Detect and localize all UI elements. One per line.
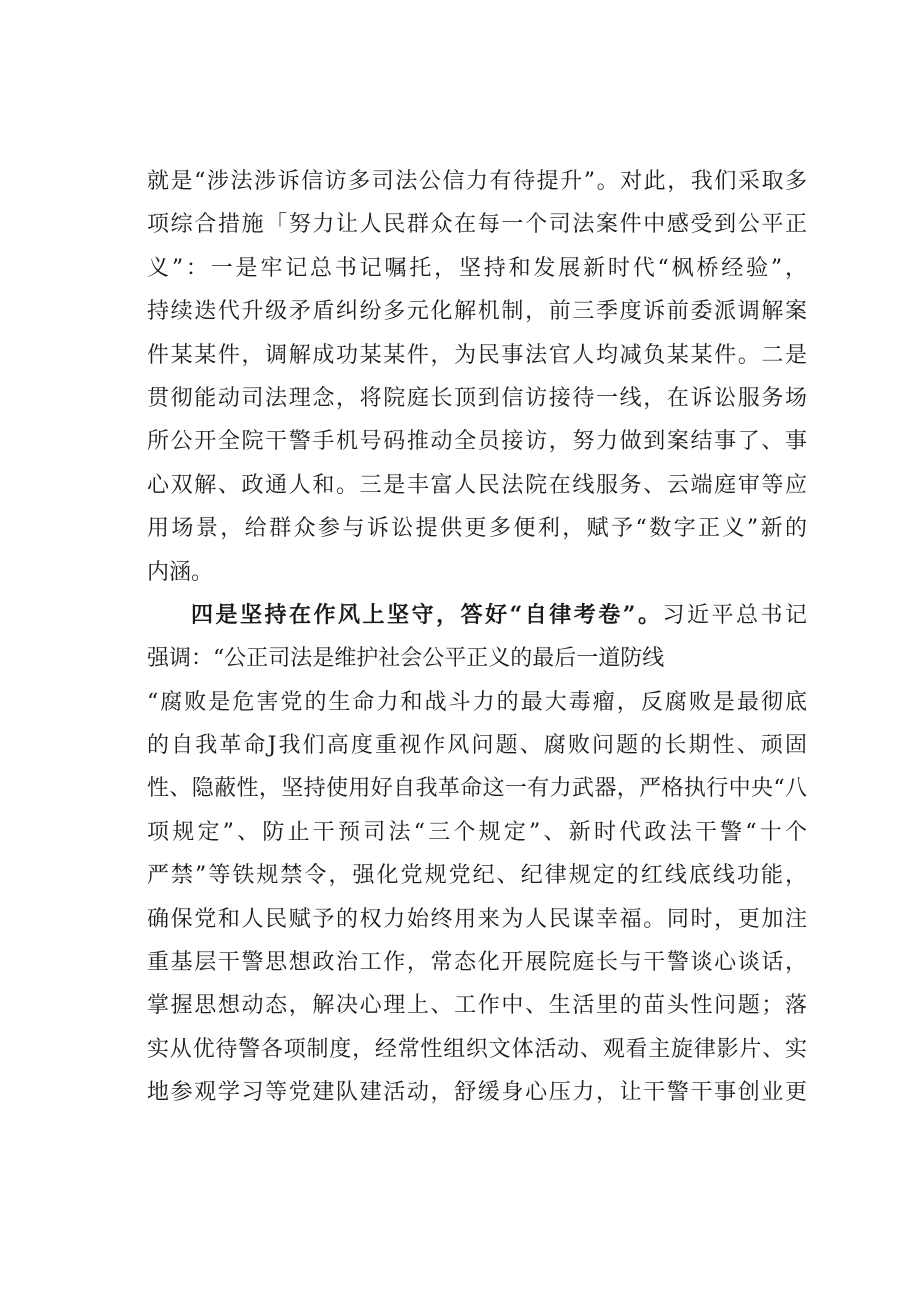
paragraph-2 xyxy=(147,594,807,1115)
text-line: 内涵。 xyxy=(147,559,214,585)
text-line: 确保党和人民赋予的权力始终用来为人民谋幸福。同时，更加注 xyxy=(147,906,807,932)
text-line: 项规定”、防止干预司法“三个规定”、新时代政法干警“十个 xyxy=(147,819,807,845)
paragraph-heading: 四是坚持在作风上坚守，答好“自律考卷”。 xyxy=(191,601,663,628)
text-line: 性、隐蔽性，坚持使用好自我革命这一有力武器，严格执行中央“八 xyxy=(147,776,807,802)
text-line: 的自我革命J我们高度重视作风问题、腐败问题的长期性、顽固 xyxy=(147,733,807,759)
text-line: 用场景，给群众参与诉讼提供更多便利，赋予“数字正义”新的 xyxy=(147,516,807,542)
text-line: 义”：一是牢记总书记嘱托，坚持和发展新时代“枫桥经验”， xyxy=(147,255,807,281)
text-line: 项综合措施「努力让人民群众在每一个司法案件中感受到公平正 xyxy=(147,212,807,238)
text-line: 实从优待警各项制度，经常性组织文体活动、观看主旋律影片、实 xyxy=(147,1036,807,1062)
text-line: “腐败是危害党的生命力和战斗力的最大毒瘤，反腐败是最彻底 xyxy=(147,689,807,715)
paragraph-1 xyxy=(147,160,807,594)
text-line: 就是“涉法涉诉信访多司法公信力有待提升”。对此，我们采取多 xyxy=(147,169,807,194)
text-line: 心双解、政通人和。三是丰富人民法院在线服务、云端庭审等应 xyxy=(147,472,807,498)
paragraph-first-line xyxy=(147,594,807,637)
text-line: 严禁”等铁规禁令，强化党规党纪、纪律规定的红线底线功能， xyxy=(147,863,807,889)
text-line: 贯彻能动司法理念，将院庭长顶到信访接待一线，在诉讼服务场 xyxy=(147,385,807,411)
text-line: 地参观学习等党建队建活动，舒缓身心压力，让干警干事创业更 xyxy=(147,1080,807,1106)
text-line: 强调：“公正司法是维护社会公平正义的最后一道防线 xyxy=(147,646,665,672)
text-line: 持续迭代升级矛盾纠纷多元化解机制，前三季度诉前委派调解案 xyxy=(147,299,807,325)
heading-line-rest: 习近平总书记 xyxy=(662,602,807,628)
text-line: 件某某件，调解成功某某件，为民事法官人均减负某某件。二是 xyxy=(147,342,807,368)
text-line: 掌握思想动态，解决心理上、工作中、生活里的苗头性问题；落 xyxy=(147,993,807,1019)
text-line: 所公开全院干警手机号码推动全员接访，努力做到案结事了、事 xyxy=(147,429,807,455)
body-text xyxy=(147,160,807,1115)
text-line: 重基层干警思想政治工作，常态化开展院庭长与干警谈心谈话， xyxy=(147,950,807,976)
